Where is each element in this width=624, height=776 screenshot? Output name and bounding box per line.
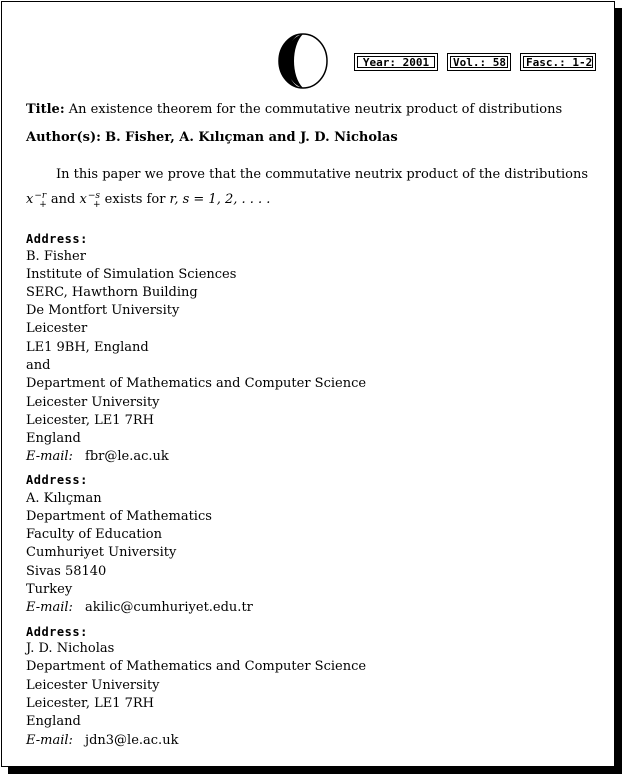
page-shadow-right — [614, 8, 622, 774]
address-line: Cumhuriyet University — [26, 545, 177, 560]
address-line: Institute of Simulation Sciences — [26, 267, 237, 282]
email-label: E-mail: — [26, 600, 73, 615]
abstract-line-1: In this paper we prove that the commutative neutrix product of the distributions — [56, 167, 588, 182]
address-line: Department of Mathematics and Computer Science — [26, 376, 367, 391]
page-shadow-bottom — [8, 766, 622, 774]
abstract-x-r: $x^{-r}_+$ — [26, 191, 47, 210]
fascicle-badge: Fasc.: 1-2 — [520, 53, 596, 71]
address-line: Faculty of Education — [26, 527, 162, 542]
title-label: Title: — [26, 102, 65, 117]
address-line: Leicester, LE1 7RH — [26, 696, 155, 711]
address-line: B. Fisher — [26, 249, 86, 264]
authors-line — [26, 129, 398, 147]
email-link[interactable]: jdn3@le.ac.uk — [85, 733, 179, 748]
journal-logo-icon — [277, 32, 329, 90]
abstract-exists-for: exists for — [104, 192, 166, 207]
abstract-line-2 — [26, 187, 270, 214]
email-line — [26, 448, 169, 466]
address-label: Address: — [26, 473, 88, 487]
address-line: Department of Mathematics — [26, 509, 212, 524]
address-line: Turkey — [26, 582, 73, 597]
email-line — [26, 599, 253, 617]
address-line: LE1 9BH, England — [26, 340, 149, 355]
title-text: An existence theorem for the commutative neutrix product of distributions — [68, 102, 563, 117]
abstract-range: r, s = 1, 2, . . . . — [169, 192, 271, 207]
title-line — [26, 101, 562, 119]
address-line: SERC, Hawthorn Building — [26, 285, 198, 300]
address-line: and — [26, 358, 51, 373]
abstract-and: and — [50, 192, 76, 207]
address-label: Address: — [26, 625, 88, 639]
address-line: Leicester — [26, 321, 88, 336]
address-line: Department of Mathematics and Computer Science — [26, 659, 367, 674]
email-label: E-mail: — [26, 733, 73, 748]
address-label: Address: — [26, 232, 88, 246]
abstract-x-s: $x^{-s}_+$ — [79, 191, 101, 210]
address-line: Leicester University — [26, 395, 160, 410]
address-line: A. Kılıçman — [26, 491, 102, 506]
address-line: De Montfort University — [26, 303, 180, 318]
email-link[interactable]: akilic@cumhuriyet.edu.tr — [85, 600, 253, 615]
email-line — [26, 732, 178, 750]
address-line: England — [26, 714, 81, 729]
address-line: J. D. Nicholas — [26, 641, 115, 656]
volume-badge: Vol.: 58 — [447, 53, 511, 71]
address-line: England — [26, 431, 81, 446]
address-line: Sivas 58140 — [26, 564, 107, 579]
authors-text: B. Fisher, A. Kılıçman and J. D. Nicholas — [105, 130, 398, 145]
address-line: Leicester, LE1 7RH — [26, 413, 155, 428]
address-line: Leicester University — [26, 678, 160, 693]
email-link[interactable]: fbr@le.ac.uk — [85, 449, 169, 464]
year-badge: Year: 2001 — [354, 53, 438, 71]
email-label: E-mail: — [26, 449, 73, 464]
authors-label: Author(s): — [26, 130, 101, 145]
